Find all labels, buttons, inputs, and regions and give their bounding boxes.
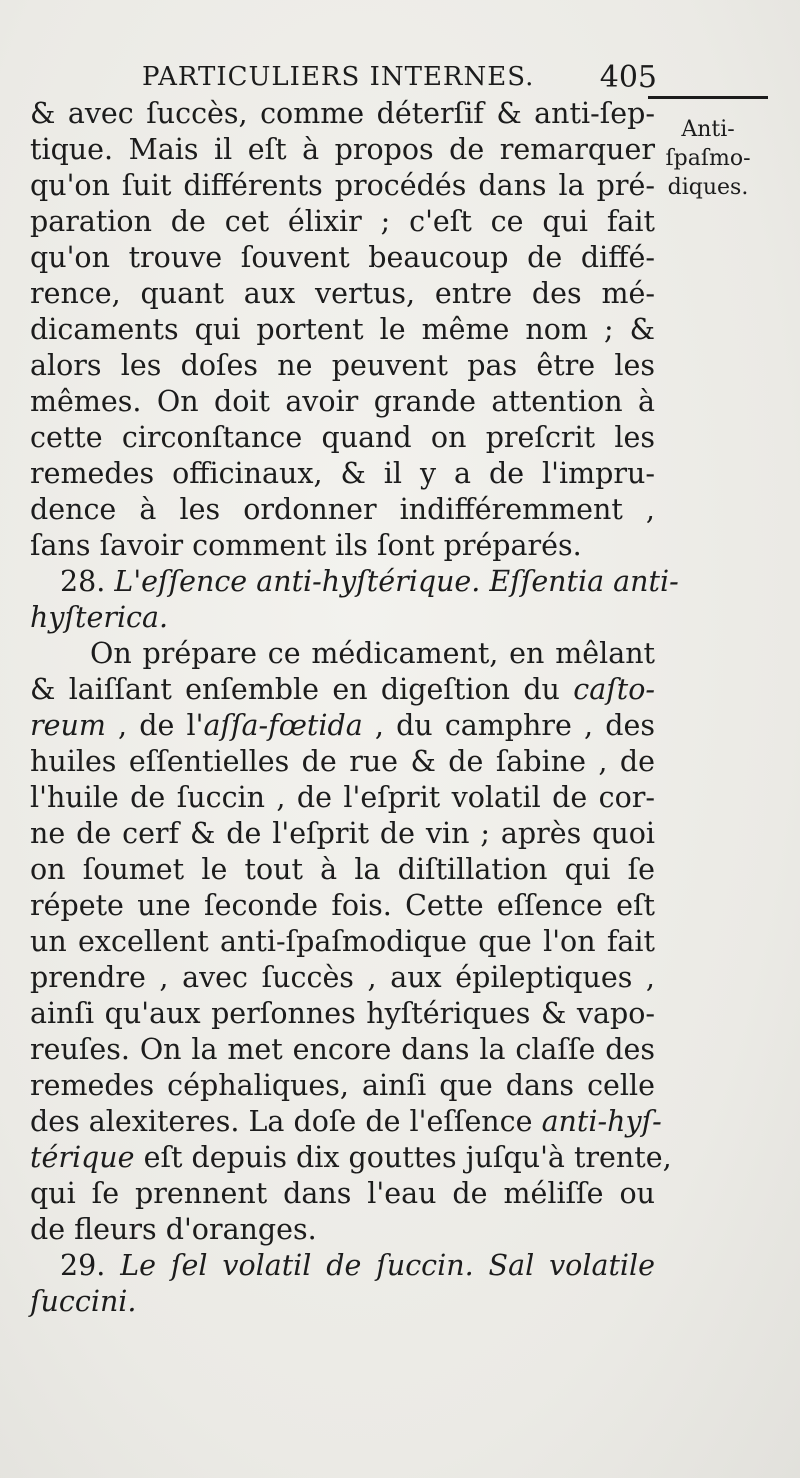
italic-term: Le ſel volatil de ſuccin. Sal volatile (120, 1249, 655, 1282)
text-line (30, 204, 655, 240)
italic-term: ſuccini. (30, 1285, 137, 1318)
line-text: eſt depuis dix gouttes juſqu'à trente, (134, 1141, 672, 1174)
text-line (30, 348, 655, 384)
line-text: & avec ſuccès, comme déterſif & anti-ſep- (30, 97, 655, 130)
line-text: mêmes. On doit avoir grande attention à (30, 385, 655, 418)
italic-term: térique (30, 1141, 135, 1174)
text-line (30, 708, 655, 744)
text-line (30, 1284, 655, 1320)
line-text: qui ſe prennent dans l'eau de méliſſe ou (30, 1177, 655, 1210)
text-line (30, 672, 655, 708)
text-line (30, 1068, 655, 1104)
text-line (30, 564, 679, 600)
line-text: remedes céphaliques, ainſi que dans celle (30, 1069, 655, 1102)
line-text: qu'on trouve ſouvent beaucoup de diffé- (30, 241, 655, 274)
text-line (30, 132, 655, 168)
text-line (30, 96, 655, 132)
line-text: ſans ſavoir comment ils ſont préparés. (30, 529, 582, 562)
text-line (30, 888, 655, 924)
line-text: reuſes. On la met encore dans la claſſe des (30, 1033, 655, 1066)
line-text: tique. Mais il eſt à propos de remarquer (30, 133, 655, 166)
line-text: un excellent anti-ſpaſmodique que l'on fait (30, 925, 655, 958)
line-text: qu'on ſuit différents procédés dans la pré- (30, 169, 655, 202)
text-line (30, 528, 655, 564)
text-line (30, 168, 655, 204)
text-line (30, 636, 655, 672)
line-text: & laiſſant enſemble en digeſtion du (30, 673, 574, 706)
line-text: cette circonſtance quand on preſcrit les (30, 421, 655, 454)
margin-note-line: ſpaſmo- (665, 146, 751, 171)
line-text: remedes officinaux, & il y a de l'impru- (30, 457, 655, 490)
line-text: ainſi qu'aux perſonnes hyſtériques & vapo- (30, 997, 655, 1030)
line-text: dicaments qui portent le même nom ; & (30, 313, 655, 346)
line-text: on ſoumet le tout à la diſtillation qui ſe (30, 853, 655, 886)
text-line (30, 492, 655, 528)
text-line (30, 924, 655, 960)
italic-term: aſſa-fœtida (203, 709, 363, 742)
text-line (30, 1032, 655, 1068)
page-header (142, 60, 657, 100)
text-line (30, 1176, 655, 1212)
text-line (30, 780, 655, 816)
text-line (30, 384, 655, 420)
text-line (30, 240, 655, 276)
line-text: rence, quant aux vertus, entre des mé- (30, 277, 655, 310)
margin-note-line: diques. (667, 175, 749, 200)
text-line (30, 852, 655, 888)
line-text: l'huile de ſuccin , de l'eſprit volatil de cor- (30, 781, 655, 814)
italic-term: reum (30, 709, 106, 742)
line-text: huiles eſſentielles de rue & de ſabine , de (30, 745, 655, 778)
text-line (30, 420, 655, 456)
line-text: prendre , avec ſuccès , aux épileptiques , (30, 961, 655, 994)
text-line (30, 744, 655, 780)
body-text (30, 96, 679, 1320)
text-line (30, 960, 655, 996)
italic-term: caſto- (573, 673, 655, 706)
text-line (30, 600, 655, 636)
text-line (30, 1104, 662, 1140)
italic-term: L'eſſence anti-hyſtérique. Eſſentia anti- (114, 565, 679, 598)
line-text: des alexiteres. La doſe de l'eſſence (30, 1105, 542, 1138)
text-line (30, 996, 655, 1032)
text-line (30, 1140, 672, 1176)
text-line (30, 816, 655, 852)
line-text: alors les doſes ne peuvent pas être les (30, 349, 655, 382)
line-text: , du camphre , des (362, 709, 655, 742)
text-line (30, 456, 655, 492)
section-number: 29. (60, 1249, 121, 1282)
text-line (30, 276, 655, 312)
section-number: 28. (60, 565, 115, 598)
line-text: , de l' (105, 709, 204, 742)
text-line (30, 1212, 655, 1248)
line-text: de fleurs d'oranges. (30, 1213, 317, 1246)
line-text: ne de cerf & de l'eſprit de vin ; après quoi (30, 817, 655, 850)
text-line (30, 1248, 655, 1284)
margin-note-line: Anti- (681, 117, 735, 142)
text-line (30, 312, 655, 348)
margin-note (648, 96, 768, 202)
line-text: dence à les ordonner indifféremment , (30, 493, 655, 526)
italic-term: hyſterica. (30, 601, 169, 634)
line-text: On prépare ce médicament, en mêlant (90, 637, 655, 670)
page-number: 405 (599, 60, 657, 95)
line-text: paration de cet élixir ; c'eſt ce qui fait (30, 205, 655, 238)
line-text: répete une ſeconde fois. Cette eſſence eſt (30, 889, 655, 922)
running-title: PARTICULIERS INTERNES. (142, 62, 535, 92)
italic-term: anti-hyſ- (541, 1105, 662, 1138)
